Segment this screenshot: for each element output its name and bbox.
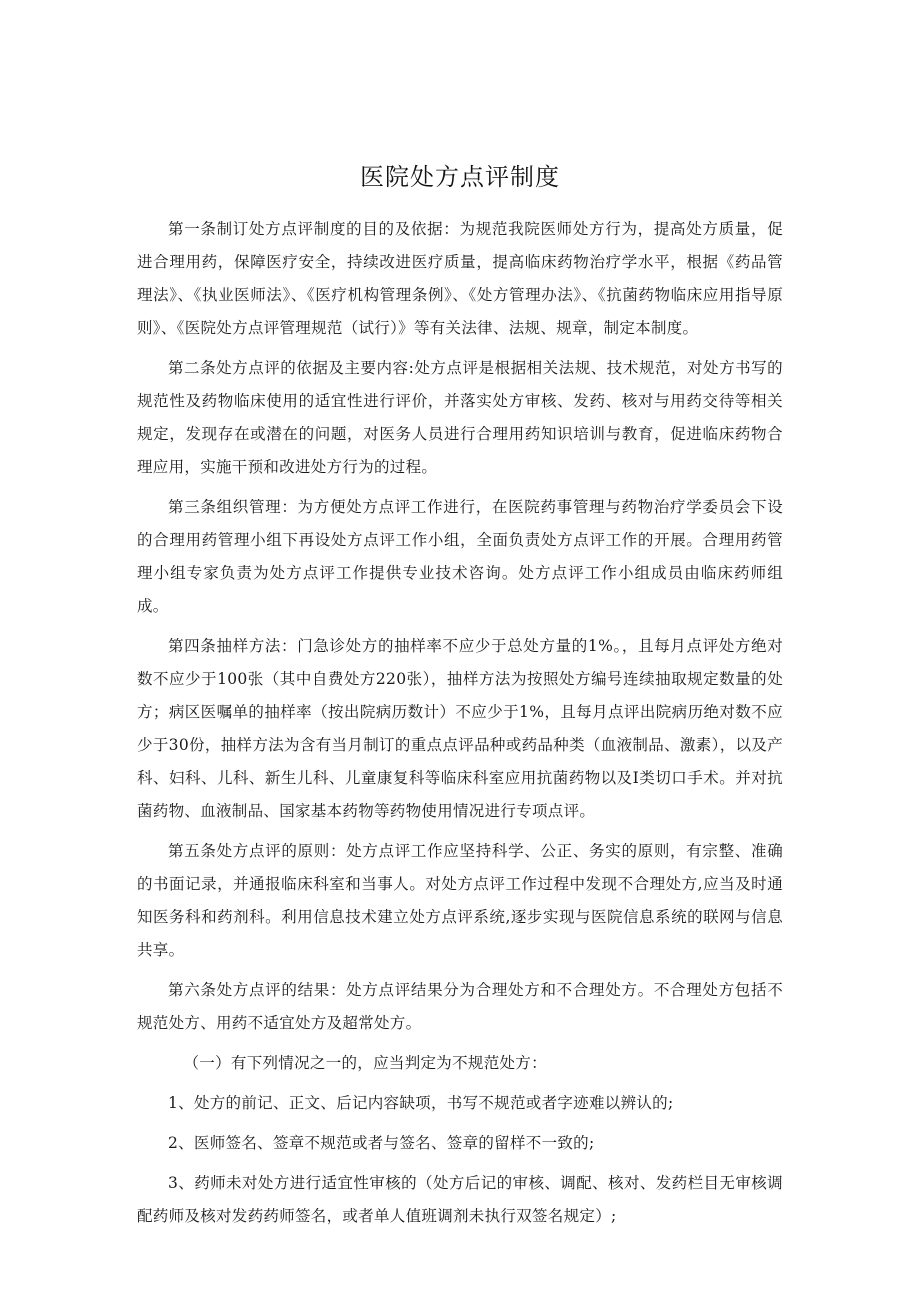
list-item-1: 1、处方的前记、正文、后记内容缺项，书写不规范或者字迹难以辨认的;: [168, 1094, 674, 1112]
article-2-paragraph: 第二条处方点评的依据及主要内容:处方点评是根据相关法规、技术规范，对处方书写的规范性及药物临床使用的适宜性进行评价，并落实处方审核、发药、核对与用药交待等相关规定，发现存在或潜在的问题，对医务人员进行合理用药知识培训与教育，促进临床药物合理应用，实施干预和改进处方行为的过程。: [137, 359, 783, 476]
list-item-2: 2、医师签名、签章不规范或者与签名、签章的留样不一致的;: [168, 1134, 595, 1152]
article-6-paragraph: 第六条处方点评的结果：处方点评结果分为合理处方和不合理处方。不合理处方包括不规范处方、用药不适宜处方及超常处方。: [137, 981, 783, 1032]
article-4-paragraph: 第四条抽样方法：门急诊处方的抽样率不应少于总处方量的1%。，且每月点评处方绝对数不应少于100张（其中自费处方220张），抽样方法为按照处方编号连续抽取规定数量的处方；病区医嘱单的抽样率（按出院病历数计）不应少于1%，且每月点评出院病历绝对数不应少于30份，抽样方法为含有当月制订的重点点评品种或药品种类（血液制品、激素），以及产科、妇科、儿科、新生儿科、儿童康复科等临床科室应用抗菌药物以及Ⅰ类切口手术。并对抗菌药物、血液制品、国家基本药物等药物使用情况进行专项点评。: [137, 637, 783, 820]
article-3-paragraph: 第三条组织管理：为方便处方点评工作进行，在医院药事管理与药物治疗学委员会下设的合理用药管理小组下再设处方点评工作小组，全面负责处方点评工作的开展。合理用药管理小组专家负责为处方点评工作提供专业技术咨询。处方点评工作小组成员由临床药师组成。: [137, 498, 783, 615]
article-1-paragraph: 第一条制订处方点评制度的目的及依据：为规范我院医师处方行为，提高处方质量，促进合理用药，保障医疗安全，持续改进医疗质量，提高临床药物治疗学水平，根据《药品管理法》、《执业医师法》、《医疗机构管理条例》、《处方管理办法》、《抗菌药物临床应用指导原则》、《医院处方点评管理规范（试行）》等有关法律、法规、规章，制定本制度。: [137, 220, 783, 337]
list-item-3: 3、药师未对处方进行适宜性审核的（处方后记的审核、调配、核对、发药栏目无审核调配药师及核对发药药师签名，或者单人值班调剂未执行双签名规定）;: [137, 1174, 783, 1225]
document-body: [137, 213, 783, 1240]
article-5-paragraph: 第五条处方点评的原则：处方点评工作应坚持科学、公正、务实的原则，有宗整、准确的书面记录，并通报临床科室和当事人。对处方点评工作过程中发现不合理处方,应当及时通知医务科和药剂科。利用信息技术建立处方点评系统,逐步实现与医院信息系统的联网与信息共享。: [137, 842, 783, 959]
sub-section-heading: （一）有下列情况之一的，应当判定为不规范处方：: [183, 1054, 547, 1072]
document-title: 医院处方点评制度: [360, 163, 560, 191]
